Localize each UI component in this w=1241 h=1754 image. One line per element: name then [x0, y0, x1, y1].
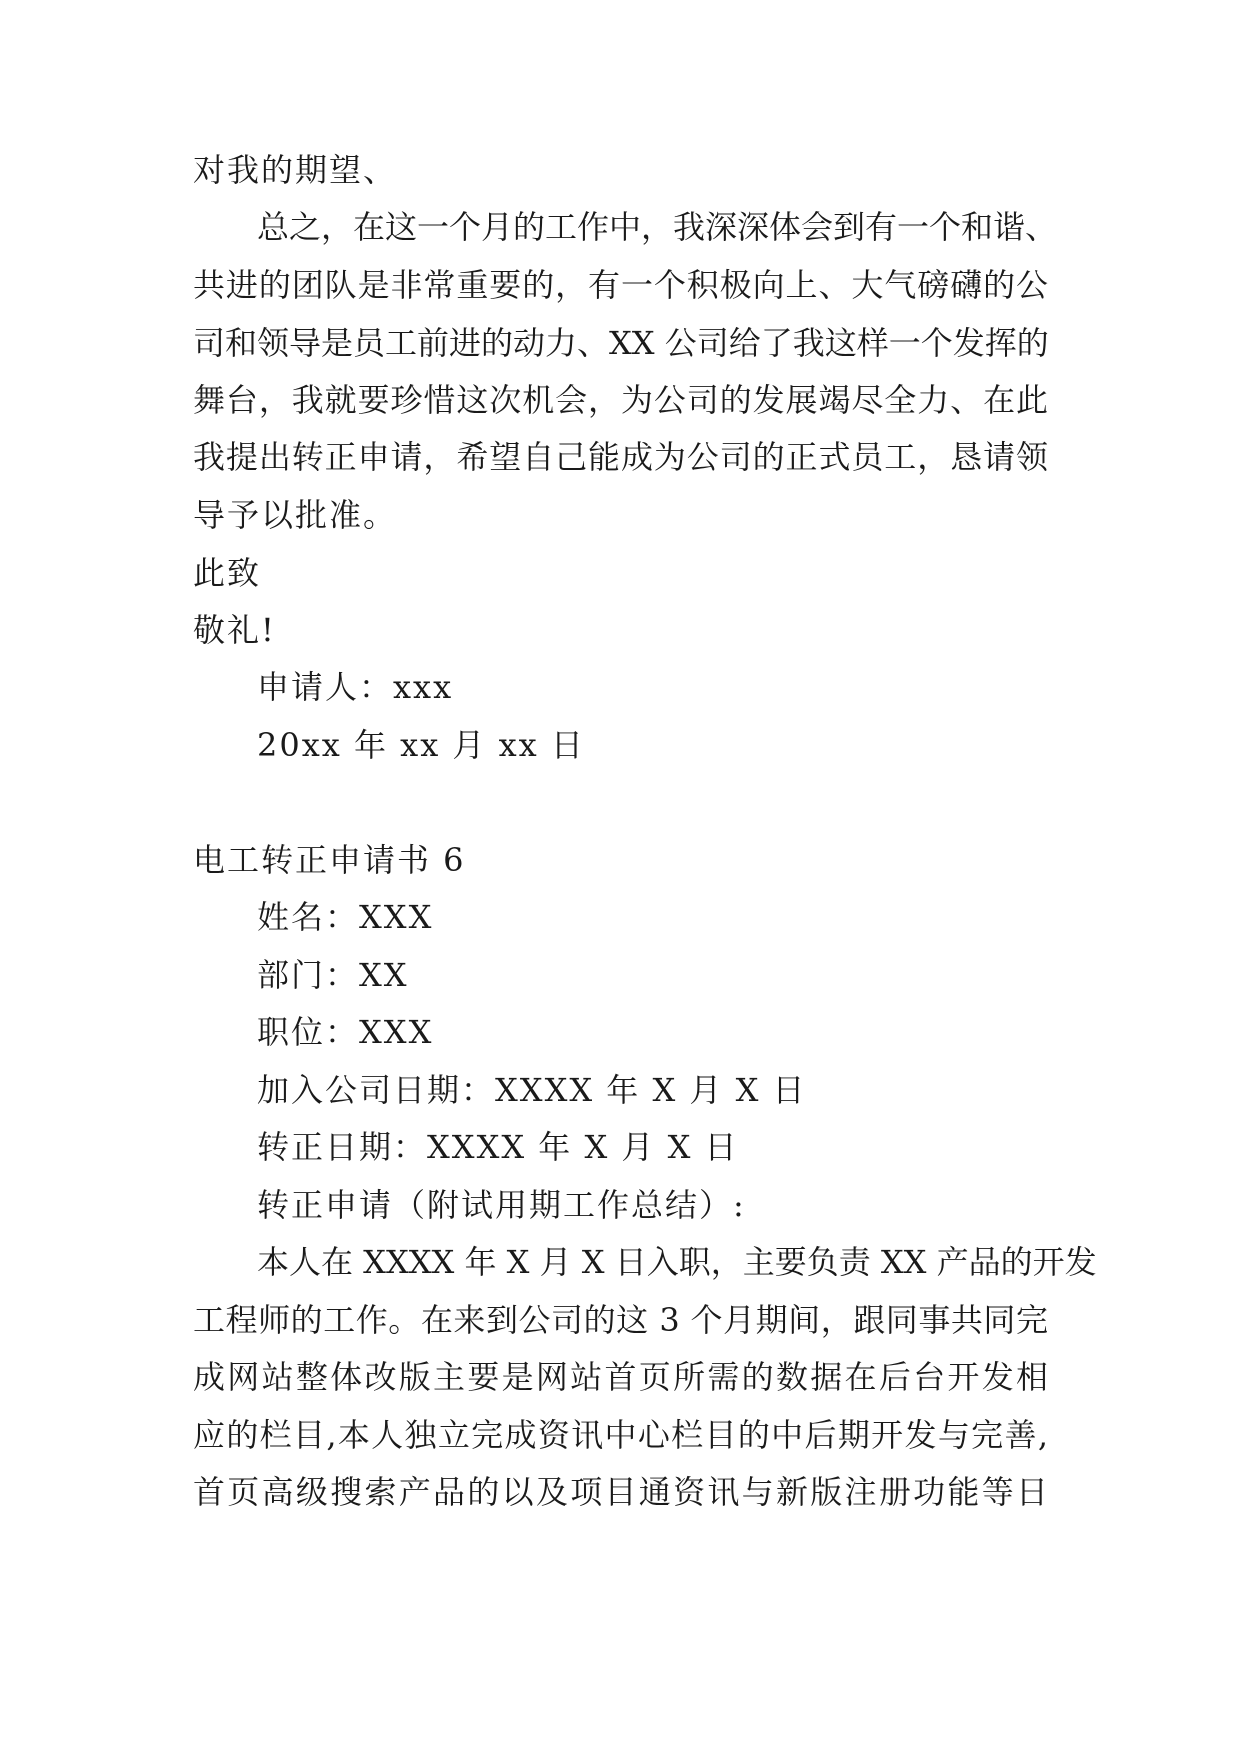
text-line: 本人在 XXXX 年 X 月 X 日入职，主要负责 XX 产品的开发 [257, 1243, 1097, 1281]
signature-applicant: 申请人：xxx [257, 668, 454, 706]
field-application: 转正申请（附试用期工作总结）: [257, 1186, 746, 1224]
field-name: 姓名：XXX [257, 898, 434, 936]
text-line: 我提出转正申请，希望自己能成为公司的正式员工，恳请领 [193, 438, 1048, 476]
text-line: 敬礼! [193, 611, 276, 649]
signature-date: 20xx 年 xx 月 xx 日 [257, 726, 585, 764]
section-title: 电工转正申请书 6 [193, 841, 466, 879]
field-join-date: 加入公司日期：XXXX 年 X 月 X 日 [257, 1071, 807, 1109]
text-line: 应的栏目,本人独立完成资讯中心栏目的中后期开发与完善, [193, 1416, 1048, 1454]
field-position: 职位：XXX [257, 1013, 434, 1051]
text-line: 共进的团队是非常重要的，有一个积极向上、大气磅礴的公 [193, 266, 1048, 304]
field-regularization-date: 转正日期：XXXX 年 X 月 X 日 [257, 1128, 739, 1166]
text-line: 总之，在这一个月的工作中，我深深体会到有一个和谐、 [257, 208, 1058, 246]
text-line: 导予以批准。 [193, 496, 398, 534]
text-line: 司和领导是员工前进的动力、XX 公司给了我这样一个发挥的 [193, 324, 1049, 362]
text-line: 成网站整体改版主要是网站首页所需的数据在后台开发相 [193, 1358, 1048, 1396]
text-line: 首页高级搜索产品的以及项目通资讯与新版注册功能等日 [193, 1473, 1048, 1511]
text-line: 工程师的工作。在来到公司的这 3 个月期间，跟同事共同完 [193, 1301, 1048, 1339]
text-line: 此致 [193, 554, 262, 592]
text-line: 舞台，我就要珍惜这次机会，为公司的发展竭尽全力、在此 [193, 381, 1048, 419]
text-line: 对我的期望、 [193, 151, 398, 189]
field-department: 部门：XX [257, 956, 409, 994]
